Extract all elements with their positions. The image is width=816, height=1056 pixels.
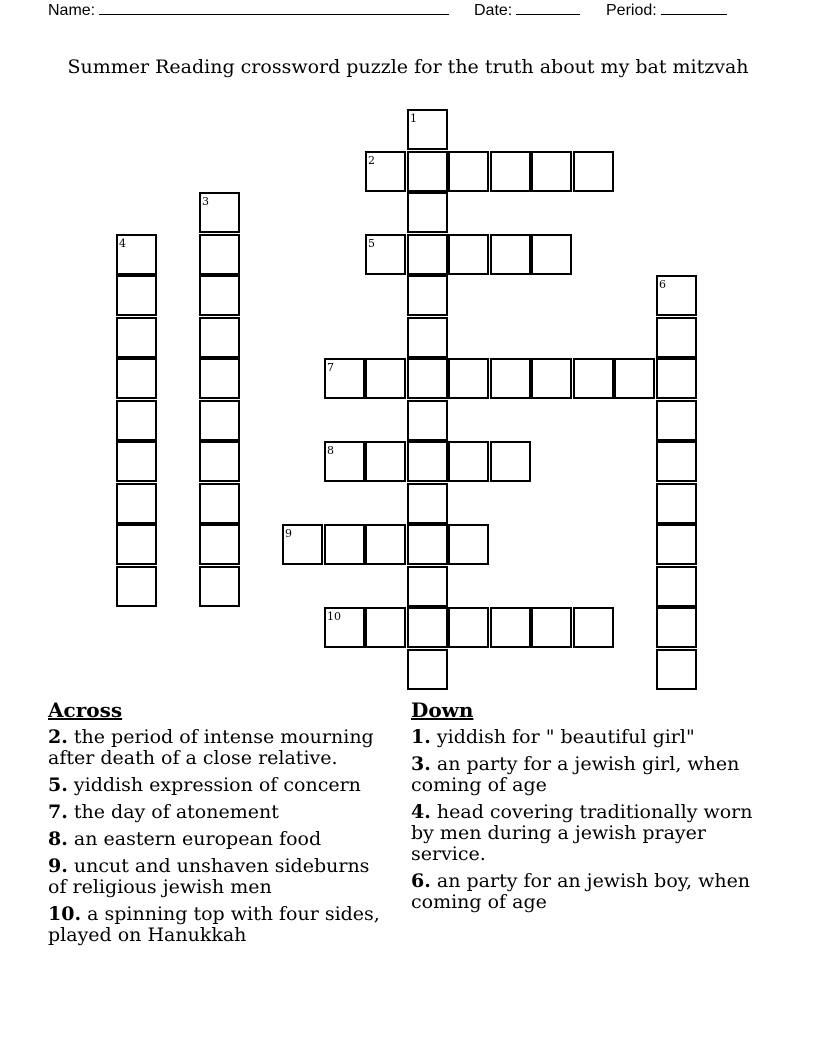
- crossword-cell[interactable]: [490, 151, 531, 192]
- crossword-cell[interactable]: [199, 317, 240, 358]
- crossword-cell[interactable]: [490, 441, 531, 482]
- down-clue-text: an party for an jewish boy, when coming of age: [411, 870, 751, 913]
- clue-number-label: 6: [659, 278, 666, 291]
- down-clue: [411, 727, 776, 748]
- crossword-cell[interactable]: [199, 524, 240, 565]
- across-clue-number: 2.: [48, 726, 68, 748]
- down-clue: [411, 802, 776, 865]
- clue-number-label: 5: [368, 237, 375, 250]
- down-clue-number: 6.: [411, 870, 431, 892]
- crossword-cell[interactable]: [573, 607, 614, 648]
- crossword-cell[interactable]: [407, 151, 448, 192]
- crossword-cell[interactable]: [407, 234, 448, 275]
- crossword-cell[interactable]: [116, 566, 157, 607]
- clue-number-label: 9: [285, 527, 292, 540]
- crossword-cell[interactable]: [407, 607, 448, 648]
- crossword-cell[interactable]: [365, 441, 406, 482]
- across-heading: Across: [48, 698, 123, 722]
- across-clue-number: 8.: [48, 828, 68, 850]
- crossword-cell[interactable]: [448, 234, 489, 275]
- crossword-cell[interactable]: [448, 358, 489, 399]
- crossword-cell[interactable]: [407, 358, 448, 399]
- down-clue-number: 4.: [411, 801, 431, 823]
- crossword-cell[interactable]: [656, 649, 697, 690]
- down-clue: [411, 871, 776, 913]
- down-clue-number: 1.: [411, 726, 431, 748]
- crossword-cell[interactable]: [116, 358, 157, 399]
- clue-number-label: 7: [327, 361, 334, 374]
- across-clue: [48, 727, 393, 769]
- across-clue-text: an eastern european food: [73, 828, 322, 850]
- crossword-cell[interactable]: [490, 607, 531, 648]
- date-label: Date:: [474, 2, 513, 19]
- crossword-cell[interactable]: [116, 234, 157, 275]
- down-clue-text: an party for a jewish girl, when coming of age: [411, 753, 740, 796]
- across-clues: [48, 700, 393, 952]
- crossword-cell[interactable]: [656, 566, 697, 607]
- crossword-cell[interactable]: [199, 400, 240, 441]
- across-clue-number: 7.: [48, 801, 68, 823]
- crossword-cell[interactable]: [656, 441, 697, 482]
- crossword-cell[interactable]: [116, 441, 157, 482]
- across-clue-text: uncut and unshaven sideburns of religious jewish men: [48, 855, 370, 898]
- across-clue: [48, 802, 393, 823]
- crossword-cell[interactable]: [199, 483, 240, 524]
- crossword-cell[interactable]: [199, 275, 240, 316]
- crossword-cell[interactable]: [324, 358, 365, 399]
- crossword-cell[interactable]: [282, 524, 323, 565]
- clue-number-label: 3: [202, 195, 209, 208]
- crossword-cell[interactable]: [656, 358, 697, 399]
- crossword-cell[interactable]: [199, 566, 240, 607]
- crossword-cell[interactable]: [324, 607, 365, 648]
- crossword-cell[interactable]: [116, 483, 157, 524]
- crossword-cell[interactable]: [407, 192, 448, 233]
- crossword-cell[interactable]: [407, 566, 448, 607]
- crossword-cell[interactable]: [365, 151, 406, 192]
- crossword-cell[interactable]: [116, 317, 157, 358]
- crossword-cell[interactable]: [656, 275, 697, 316]
- period-label: Period:: [606, 2, 657, 19]
- across-clue: [48, 904, 393, 946]
- crossword-cell[interactable]: [407, 109, 448, 150]
- crossword-cell[interactable]: [407, 649, 448, 690]
- across-clue-number: 10.: [48, 903, 82, 925]
- crossword-cell[interactable]: [199, 234, 240, 275]
- across-clue: [48, 775, 393, 796]
- crossword-cell[interactable]: [490, 234, 531, 275]
- clue-number-label: 10: [327, 610, 341, 623]
- crossword-cell[interactable]: [407, 275, 448, 316]
- crossword-cell[interactable]: [531, 151, 572, 192]
- crossword-cell[interactable]: [365, 234, 406, 275]
- across-clue: [48, 856, 393, 898]
- crossword-cell[interactable]: [365, 358, 406, 399]
- crossword-cell[interactable]: [531, 358, 572, 399]
- crossword-cell[interactable]: [407, 441, 448, 482]
- across-clue-number: 5.: [48, 774, 68, 796]
- crossword-cell[interactable]: [573, 358, 614, 399]
- crossword-cell[interactable]: [116, 524, 157, 565]
- crossword-cell[interactable]: [116, 275, 157, 316]
- crossword-cell[interactable]: [448, 151, 489, 192]
- crossword-cell[interactable]: [656, 483, 697, 524]
- crossword-cell[interactable]: [531, 607, 572, 648]
- across-clue-text: yiddish expression of concern: [73, 774, 361, 796]
- across-clue-text: the period of intense mourning after death of a close relative.: [48, 726, 374, 769]
- crossword-cell[interactable]: [614, 358, 655, 399]
- down-clue-text: yiddish for " beautiful girl": [436, 726, 695, 748]
- down-heading: Down: [411, 698, 474, 722]
- crossword-cell[interactable]: [656, 607, 697, 648]
- crossword-cell[interactable]: [324, 524, 365, 565]
- crossword-cell[interactable]: [448, 441, 489, 482]
- crossword-cell[interactable]: [199, 358, 240, 399]
- crossword-cell[interactable]: [199, 192, 240, 233]
- crossword-cell[interactable]: [656, 400, 697, 441]
- crossword-cell[interactable]: [365, 607, 406, 648]
- clue-number-label: 4: [119, 237, 126, 250]
- crossword-cell[interactable]: [365, 524, 406, 565]
- down-clue-text: head covering traditionally worn by men during a jewish prayer service.: [411, 801, 753, 865]
- clue-number-label: 1: [410, 112, 417, 125]
- crossword-cell[interactable]: [448, 524, 489, 565]
- crossword-cell[interactable]: [324, 441, 365, 482]
- page-title: Summer Reading crossword puzzle for the truth about my bat mitzvah: [67, 56, 749, 78]
- crossword-cell[interactable]: [573, 151, 614, 192]
- crossword-cell[interactable]: [531, 234, 572, 275]
- across-clue-text: the day of atonement: [73, 801, 279, 823]
- crossword-cell[interactable]: [448, 607, 489, 648]
- down-clue-number: 3.: [411, 753, 431, 775]
- crossword-cell[interactable]: [407, 524, 448, 565]
- across-clue: [48, 829, 393, 850]
- name-label: Name:: [48, 2, 96, 19]
- crossword-cell[interactable]: [407, 400, 448, 441]
- crossword-cell[interactable]: [407, 317, 448, 358]
- clue-number-label: 2: [368, 154, 375, 167]
- crossword-cell[interactable]: [116, 400, 157, 441]
- down-clues: [411, 700, 776, 919]
- across-clue-text: a spinning top with four sides, played on Hanukkah: [48, 903, 380, 946]
- across-clue-number: 9.: [48, 855, 68, 877]
- crossword-cell[interactable]: [656, 317, 697, 358]
- crossword-cell[interactable]: [199, 441, 240, 482]
- crossword-cell[interactable]: [407, 483, 448, 524]
- clue-number-label: 8: [327, 444, 334, 457]
- crossword-cell[interactable]: [656, 524, 697, 565]
- crossword-cell[interactable]: [490, 358, 531, 399]
- down-clue: [411, 754, 776, 796]
